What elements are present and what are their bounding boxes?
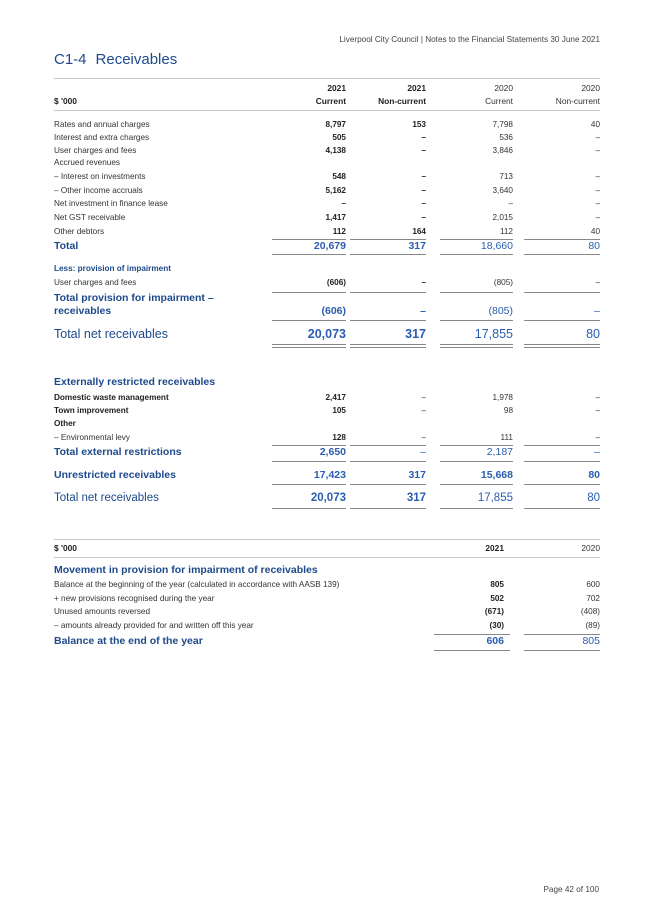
cell: 2,015 — [492, 213, 513, 222]
cell: 98 — [503, 406, 513, 415]
table-row — [54, 172, 600, 185]
total-rule — [272, 320, 346, 321]
cell: (805) — [488, 305, 513, 317]
cell: 105 — [332, 406, 346, 415]
total-rule — [350, 508, 426, 509]
total-rule — [350, 461, 426, 462]
cell: 4,138 — [325, 146, 346, 155]
row-label: Total — [54, 240, 79, 252]
total-rule — [350, 320, 426, 321]
col-header-year: 2020 — [581, 543, 600, 553]
less-heading: Less: provision of impairment — [54, 264, 171, 273]
col-header-type: Non-current — [378, 96, 426, 106]
cell: 317 — [406, 492, 426, 504]
table-row — [54, 278, 600, 291]
total-rule — [524, 508, 600, 509]
row-label: Other — [54, 419, 76, 428]
table-row — [54, 133, 600, 146]
total-rule — [434, 650, 510, 651]
table-row — [54, 158, 600, 171]
unit-label: $ '000 — [54, 543, 77, 553]
cell: 153 — [412, 120, 426, 129]
cell: 1,417 — [325, 213, 346, 222]
row-label: User charges and fees — [54, 278, 137, 287]
cell: 17,855 — [474, 327, 513, 341]
row-label: Net GST receivable — [54, 213, 126, 222]
cell: 2,650 — [319, 446, 346, 458]
cell: – — [421, 172, 426, 181]
cell: (606) — [326, 278, 346, 287]
total-rule — [272, 461, 346, 462]
total-rule — [440, 508, 513, 509]
cell: – — [508, 199, 513, 208]
cell: 1,978 — [492, 393, 513, 402]
total-rule — [524, 461, 600, 462]
double-rule — [350, 344, 426, 348]
row-label: Total net receivables — [54, 492, 159, 504]
row-label: Domestic waste management — [54, 393, 169, 402]
cell: – — [421, 133, 426, 142]
cell: – — [421, 146, 426, 155]
page-title — [54, 51, 177, 68]
double-rule — [272, 344, 346, 348]
row-label: Unused amounts reversed — [54, 607, 151, 616]
cell: – — [420, 305, 426, 317]
cell: (30) — [489, 621, 504, 630]
total-rule — [440, 484, 513, 485]
table-row — [54, 213, 600, 226]
total-rule — [524, 320, 600, 321]
cell: 3,640 — [492, 186, 513, 195]
cell: (606) — [321, 305, 346, 317]
col-header-type: Current — [485, 96, 513, 106]
table-row — [54, 419, 600, 432]
row-label: Balance at the beginning of the year (calculated in accordance with AASB 139) — [54, 580, 340, 589]
total-row — [54, 635, 600, 648]
cell: – — [341, 199, 346, 208]
double-rule — [440, 344, 513, 348]
col-header-type: Non-current — [555, 96, 600, 106]
total-rule — [440, 254, 513, 255]
table-top-rule — [54, 78, 600, 79]
table-row — [54, 406, 600, 419]
total-row — [54, 240, 600, 253]
page-header: Liverpool City Council | Notes to the Financial Statements 30 June 2021 — [339, 35, 600, 44]
col-header-year: 2020 — [581, 83, 600, 93]
table-row — [54, 580, 600, 593]
double-rule — [524, 344, 600, 348]
cell: (89) — [585, 621, 600, 630]
table-row — [54, 199, 600, 212]
row-label: – amounts already provided for and written off this year — [54, 621, 254, 630]
cell: 80 — [588, 240, 600, 252]
row-label: + new provisions recognised during the year — [54, 594, 215, 603]
cell: 112 — [499, 227, 513, 236]
column-years-row — [54, 83, 600, 96]
cell: 17,855 — [477, 492, 513, 504]
row-label: Accrued revenues — [54, 158, 120, 167]
cell: 164 — [412, 227, 426, 236]
table-row — [54, 393, 600, 406]
table-row — [54, 186, 600, 199]
cell: – — [595, 172, 600, 181]
cell: 8,797 — [325, 120, 346, 129]
total-rule — [524, 254, 600, 255]
cell: 713 — [499, 172, 513, 181]
unit-label: $ '000 — [54, 96, 77, 106]
cell: 20,073 — [310, 492, 346, 504]
cell: 40 — [590, 120, 600, 129]
cell: 317 — [408, 240, 426, 252]
cell: 2,417 — [325, 393, 346, 402]
row-label: Total provision for impairment – — [54, 292, 214, 304]
cell: 3,846 — [492, 146, 513, 155]
cell: 112 — [332, 227, 346, 236]
section-heading — [54, 564, 600, 579]
cell: 805 — [582, 635, 600, 647]
net-total-row — [54, 327, 600, 344]
row-label: Rates and annual charges — [54, 120, 150, 129]
cell: – — [421, 393, 426, 402]
total-rule — [440, 320, 513, 321]
cell: – — [595, 133, 600, 142]
note-number: C1-4 — [54, 51, 87, 68]
cell: 80 — [587, 492, 600, 504]
cell: – — [595, 406, 600, 415]
cell: 702 — [586, 594, 600, 603]
cell: 600 — [586, 580, 600, 589]
cell: – — [594, 305, 600, 317]
col-header-type: Current — [315, 96, 346, 106]
cell: – — [595, 186, 600, 195]
cell: – — [594, 446, 600, 458]
cell: – — [595, 213, 600, 222]
row-label: – Environmental levy — [54, 433, 130, 442]
cell: 502 — [490, 594, 504, 603]
cell: 111 — [500, 433, 513, 442]
cell: (805) — [493, 278, 513, 287]
col-header-year: 2020 — [494, 83, 513, 93]
table-row — [54, 621, 600, 634]
total-rule — [524, 484, 600, 485]
section-heading — [54, 264, 600, 277]
provision-total-row — [54, 305, 600, 318]
total-row — [54, 446, 600, 459]
cell: 20,679 — [313, 240, 346, 252]
cell: 505 — [332, 133, 346, 142]
table-row — [54, 594, 600, 607]
table-row — [54, 607, 600, 620]
header-bottom-rule — [54, 110, 600, 111]
cell: (671) — [484, 607, 504, 616]
header-bottom-rule — [54, 557, 600, 558]
provision-total-label-row — [54, 292, 600, 305]
col-header-year: 2021 — [327, 83, 346, 93]
total-rule — [524, 650, 600, 651]
cell: 606 — [486, 635, 504, 647]
cell: – — [421, 199, 426, 208]
cell: – — [421, 278, 426, 287]
table-top-rule — [54, 539, 600, 540]
cell: – — [595, 146, 600, 155]
movement-heading: Movement in provision for impairment of receivables — [54, 564, 318, 576]
row-label: receivables — [54, 305, 112, 317]
cell: 548 — [332, 172, 346, 181]
row-label: Net investment in finance lease — [54, 199, 168, 208]
cell: 317 — [408, 469, 426, 481]
cell: 5,162 — [325, 186, 346, 195]
cell: 15,668 — [480, 469, 513, 481]
row-label: User charges and fees — [54, 146, 137, 155]
cell: – — [421, 406, 426, 415]
cell: – — [595, 393, 600, 402]
cell: – — [421, 433, 426, 442]
row-label: – Interest on investments — [54, 172, 146, 181]
col-header-year: 2021 — [407, 83, 426, 93]
column-types-row — [54, 96, 600, 109]
cell: 317 — [405, 327, 426, 341]
cell: 128 — [332, 433, 346, 442]
movement-header-row — [54, 543, 600, 556]
cell: 18,660 — [480, 240, 513, 252]
cell: 80 — [588, 469, 600, 481]
net-total-row — [54, 492, 600, 507]
row-label: Other debtors — [54, 227, 105, 236]
cell: – — [421, 213, 426, 222]
page-number: Page 42 of 100 — [543, 885, 599, 894]
total-rule — [272, 254, 346, 255]
unrestricted-row — [54, 469, 600, 482]
cell: – — [420, 446, 426, 458]
cell: 805 — [490, 580, 504, 589]
cell: (408) — [580, 607, 600, 616]
cell: 7,798 — [492, 120, 513, 129]
cell: – — [595, 199, 600, 208]
cell: – — [421, 186, 426, 195]
row-label: Total external restrictions — [54, 446, 182, 458]
cell: 40 — [590, 227, 600, 236]
restricted-heading: Externally restricted receivables — [54, 376, 216, 388]
cell: 2,187 — [486, 446, 513, 458]
total-rule — [272, 484, 346, 485]
cell: 20,073 — [307, 327, 346, 341]
cell: 536 — [499, 133, 513, 142]
total-rule — [440, 461, 513, 462]
row-label: – Other income accruals — [54, 186, 143, 195]
col-header-year: 2021 — [485, 543, 504, 553]
section-heading — [54, 376, 600, 391]
cell: – — [595, 278, 600, 287]
row-label: Balance at the end of the year — [54, 635, 203, 647]
row-label: Unrestricted receivables — [54, 469, 176, 481]
row-label: Town improvement — [54, 406, 129, 415]
cell: – — [595, 433, 600, 442]
cell: 80 — [586, 327, 600, 341]
total-rule — [272, 508, 346, 509]
table-row — [54, 120, 600, 133]
row-label: Interest and extra charges — [54, 133, 150, 142]
cell: 17,423 — [313, 469, 346, 481]
total-rule — [350, 484, 426, 485]
row-label: Total net receivables — [54, 327, 168, 341]
note-title: Receivables — [95, 51, 178, 68]
total-rule — [350, 254, 426, 255]
